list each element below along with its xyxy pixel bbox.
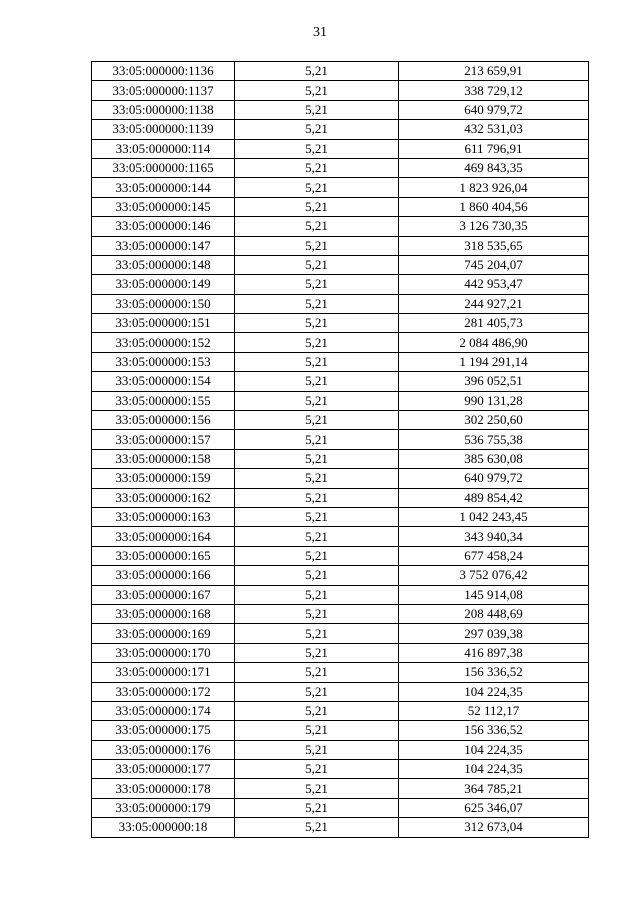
cadastral-number-cell: 33:05:000000:167: [92, 585, 235, 604]
rate-cell: 5,21: [235, 352, 399, 371]
value-cell: 1 042 243,45: [399, 507, 589, 526]
value-cell: 625 346,07: [399, 798, 589, 817]
table-row: [92, 624, 589, 643]
cadastral-number-cell: 33:05:000000:147: [92, 236, 235, 255]
rate-cell: 5,21: [235, 585, 399, 604]
value-cell: 469 843,35: [399, 158, 589, 177]
cadastral-number-cell: 33:05:000000:156: [92, 411, 235, 430]
rate-cell: 5,21: [235, 760, 399, 779]
value-cell: 2 084 486,90: [399, 333, 589, 352]
table-row: [92, 236, 589, 255]
cadastral-number-cell: 33:05:000000:169: [92, 624, 235, 643]
page-number: 31: [313, 25, 327, 40]
cadastral-number-cell: 33:05:000000:159: [92, 469, 235, 488]
value-cell: 489 854,42: [399, 488, 589, 507]
rate-cell: 5,21: [235, 372, 399, 391]
rate-cell: 5,21: [235, 62, 399, 81]
table-row: [92, 314, 589, 333]
rate-cell: 5,21: [235, 314, 399, 333]
value-cell: 745 204,07: [399, 255, 589, 274]
cadastral-number-cell: 33:05:000000:145: [92, 197, 235, 216]
rate-cell: 5,21: [235, 779, 399, 798]
table-row: [92, 411, 589, 430]
table-row: [92, 546, 589, 565]
value-cell: 302 250,60: [399, 411, 589, 430]
table-row: [92, 372, 589, 391]
rate-cell: 5,21: [235, 818, 399, 837]
cadastral-number-cell: 33:05:000000:171: [92, 663, 235, 682]
rate-cell: 5,21: [235, 566, 399, 585]
rate-cell: 5,21: [235, 217, 399, 236]
cadastral-table: [91, 61, 589, 838]
value-cell: 145 914,08: [399, 585, 589, 604]
cadastral-number-cell: 33:05:000000:172: [92, 682, 235, 701]
table-row: [92, 566, 589, 585]
rate-cell: 5,21: [235, 488, 399, 507]
value-cell: 104 224,35: [399, 760, 589, 779]
cadastral-number-cell: 33:05:000000:164: [92, 527, 235, 546]
table-body: [92, 62, 589, 838]
rate-cell: 5,21: [235, 798, 399, 817]
table-row: [92, 585, 589, 604]
rate-cell: 5,21: [235, 158, 399, 177]
value-cell: 442 953,47: [399, 275, 589, 294]
table-row: [92, 643, 589, 662]
rate-cell: 5,21: [235, 139, 399, 158]
cadastral-number-cell: 33:05:000000:155: [92, 391, 235, 410]
cadastral-number-cell: 33:05:000000:157: [92, 430, 235, 449]
rate-cell: 5,21: [235, 682, 399, 701]
rate-cell: 5,21: [235, 100, 399, 119]
table-row: [92, 139, 589, 158]
table-row: [92, 81, 589, 100]
table-row: [92, 333, 589, 352]
table-row: [92, 469, 589, 488]
table-row: [92, 178, 589, 197]
cadastral-number-cell: 33:05:000000:149: [92, 275, 235, 294]
rate-cell: 5,21: [235, 178, 399, 197]
rate-cell: 5,21: [235, 236, 399, 255]
table-row: [92, 449, 589, 468]
rate-cell: 5,21: [235, 120, 399, 139]
cadastral-number-cell: 33:05:000000:177: [92, 760, 235, 779]
cadastral-number-cell: 33:05:000000:1138: [92, 100, 235, 119]
value-cell: 312 673,04: [399, 818, 589, 837]
value-cell: 213 659,91: [399, 62, 589, 81]
rate-cell: 5,21: [235, 663, 399, 682]
value-cell: 343 940,34: [399, 527, 589, 546]
rate-cell: 5,21: [235, 255, 399, 274]
value-cell: 52 112,17: [399, 701, 589, 720]
table-row: [92, 62, 589, 81]
rate-cell: 5,21: [235, 197, 399, 216]
table-row: [92, 294, 589, 313]
value-cell: 416 897,38: [399, 643, 589, 662]
cadastral-number-cell: 33:05:000000:144: [92, 178, 235, 197]
value-cell: 318 535,65: [399, 236, 589, 255]
cadastral-number-cell: 33:05:000000:1137: [92, 81, 235, 100]
table-row: [92, 120, 589, 139]
rate-cell: 5,21: [235, 449, 399, 468]
rate-cell: 5,21: [235, 411, 399, 430]
rate-cell: 5,21: [235, 469, 399, 488]
rate-cell: 5,21: [235, 604, 399, 623]
value-cell: 104 224,35: [399, 682, 589, 701]
cadastral-number-cell: 33:05:000000:114: [92, 139, 235, 158]
rate-cell: 5,21: [235, 624, 399, 643]
cadastral-number-cell: 33:05:000000:1165: [92, 158, 235, 177]
value-cell: 536 755,38: [399, 430, 589, 449]
table-row: [92, 488, 589, 507]
rate-cell: 5,21: [235, 721, 399, 740]
value-cell: 297 039,38: [399, 624, 589, 643]
rate-cell: 5,21: [235, 333, 399, 352]
table-row: [92, 100, 589, 119]
cadastral-number-cell: 33:05:000000:151: [92, 314, 235, 333]
value-cell: 244 927,21: [399, 294, 589, 313]
cadastral-number-cell: 33:05:000000:175: [92, 721, 235, 740]
table-row: [92, 197, 589, 216]
value-cell: 1 823 926,04: [399, 178, 589, 197]
rate-cell: 5,21: [235, 275, 399, 294]
table-row: [92, 663, 589, 682]
value-cell: 385 630,08: [399, 449, 589, 468]
value-cell: 156 336,52: [399, 721, 589, 740]
rate-cell: 5,21: [235, 643, 399, 662]
rate-cell: 5,21: [235, 430, 399, 449]
rate-cell: 5,21: [235, 81, 399, 100]
cadastral-number-cell: 33:05:000000:153: [92, 352, 235, 371]
table-row: [92, 721, 589, 740]
cadastral-number-cell: 33:05:000000:148: [92, 255, 235, 274]
table-row: [92, 760, 589, 779]
value-cell: 640 979,72: [399, 100, 589, 119]
cadastral-number-cell: 33:05:000000:176: [92, 740, 235, 759]
value-cell: 990 131,28: [399, 391, 589, 410]
cadastral-number-cell: 33:05:000000:163: [92, 507, 235, 526]
value-cell: 1 194 291,14: [399, 352, 589, 371]
cadastral-number-cell: 33:05:000000:158: [92, 449, 235, 468]
table-row: [92, 352, 589, 371]
table-row: [92, 818, 589, 837]
cadastral-number-cell: 33:05:000000:152: [92, 333, 235, 352]
table-row: [92, 275, 589, 294]
table-row: [92, 391, 589, 410]
value-cell: 640 979,72: [399, 469, 589, 488]
table-row: [92, 217, 589, 236]
table-row: [92, 507, 589, 526]
cadastral-number-cell: 33:05:000000:154: [92, 372, 235, 391]
cadastral-number-cell: 33:05:000000:162: [92, 488, 235, 507]
value-cell: 3 752 076,42: [399, 566, 589, 585]
rate-cell: 5,21: [235, 391, 399, 410]
cadastral-number-cell: 33:05:000000:170: [92, 643, 235, 662]
cadastral-number-cell: 33:05:000000:1139: [92, 120, 235, 139]
value-cell: 1 860 404,56: [399, 197, 589, 216]
rate-cell: 5,21: [235, 507, 399, 526]
value-cell: 396 052,51: [399, 372, 589, 391]
rate-cell: 5,21: [235, 527, 399, 546]
value-cell: 677 458,24: [399, 546, 589, 565]
table-row: [92, 527, 589, 546]
value-cell: 338 729,12: [399, 81, 589, 100]
cadastral-number-cell: 33:05:000000:165: [92, 546, 235, 565]
value-cell: 156 336,52: [399, 663, 589, 682]
cadastral-number-cell: 33:05:000000:178: [92, 779, 235, 798]
rate-cell: 5,21: [235, 294, 399, 313]
cadastral-number-cell: 33:05:000000:150: [92, 294, 235, 313]
cadastral-number-cell: 33:05:000000:174: [92, 701, 235, 720]
value-cell: 364 785,21: [399, 779, 589, 798]
rate-cell: 5,21: [235, 546, 399, 565]
cadastral-number-cell: 33:05:000000:179: [92, 798, 235, 817]
rate-cell: 5,21: [235, 740, 399, 759]
cadastral-number-cell: 33:05:000000:18: [92, 818, 235, 837]
cadastral-number-cell: 33:05:000000:146: [92, 217, 235, 236]
cadastral-number-cell: 33:05:000000:168: [92, 604, 235, 623]
value-cell: 3 126 730,35: [399, 217, 589, 236]
table-row: [92, 740, 589, 759]
value-cell: 104 224,35: [399, 740, 589, 759]
value-cell: 281 405,73: [399, 314, 589, 333]
cadastral-number-cell: 33:05:000000:1136: [92, 62, 235, 81]
table-row: [92, 798, 589, 817]
table-row: [92, 701, 589, 720]
table-row: [92, 779, 589, 798]
table-row: [92, 255, 589, 274]
table-row: [92, 158, 589, 177]
value-cell: 432 531,03: [399, 120, 589, 139]
cadastral-number-cell: 33:05:000000:166: [92, 566, 235, 585]
table-row: [92, 430, 589, 449]
table-row: [92, 604, 589, 623]
table-row: [92, 682, 589, 701]
value-cell: 208 448,69: [399, 604, 589, 623]
rate-cell: 5,21: [235, 701, 399, 720]
value-cell: 611 796,91: [399, 139, 589, 158]
